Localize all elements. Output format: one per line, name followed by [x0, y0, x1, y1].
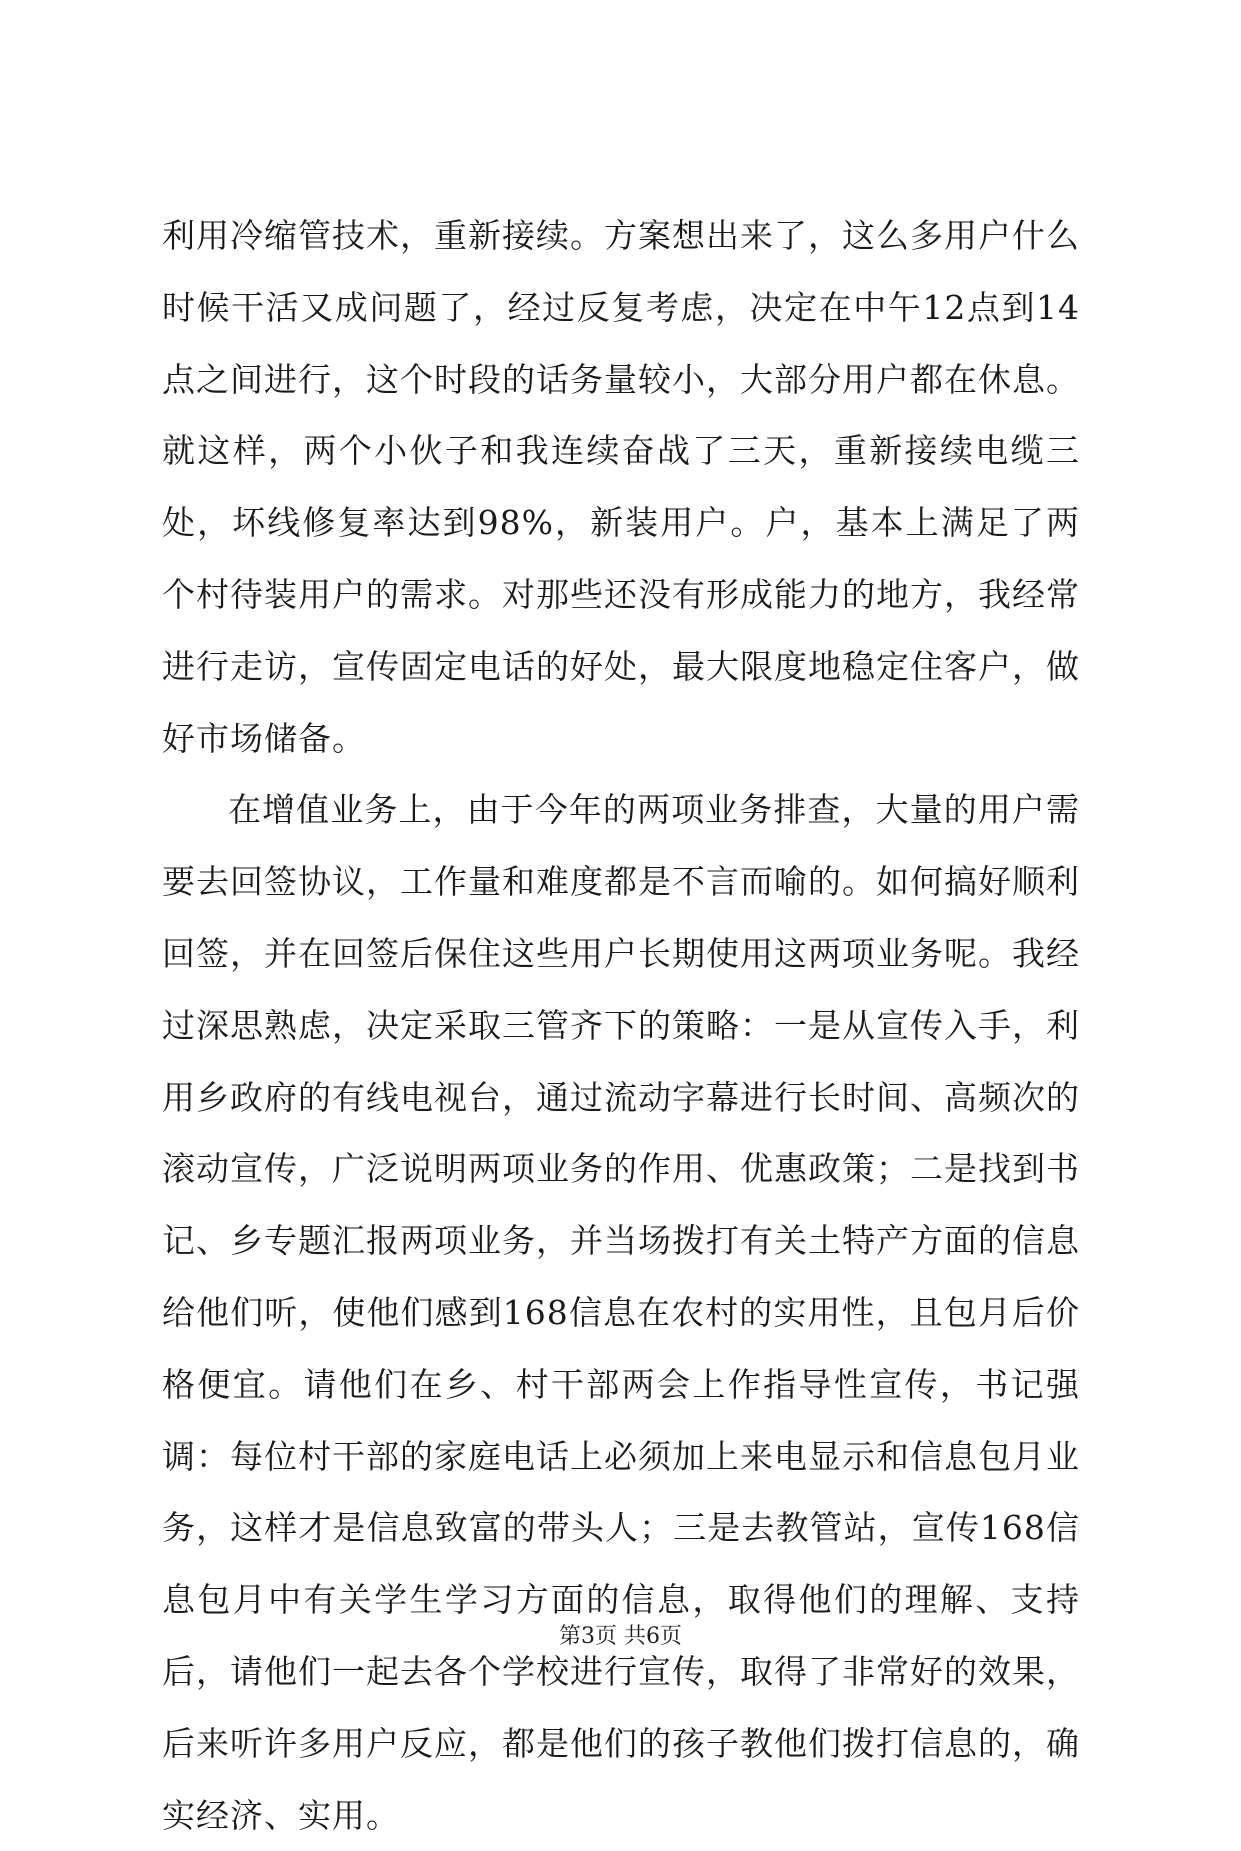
page-footer: [0, 1622, 1241, 1652]
page-indicator: 第3页 共6页: [559, 1624, 682, 1649]
paragraph-continuation: 利用冷缩管技术，重新接续。方案想出来了，这么多用户什么时候干活又成问题了，经过反复考虑，决定在中午12点到14点之间进行，这个时段的话务量较小，大部分用户都在休息。就这样，两个小伙子和我连续奋战了三天，重新接续电缆三处，坏线修复率达到98%，新装用户。户，基本上满足了两个村待装用户的需求。对那些还没有形成能力的地方，我经常进行走访，宣传固定电话的好处，最大限度地稳定住客户，做好市场储备。: [162, 216, 1080, 758]
paragraph-value-added-services: 在增值业务上，由于今年的两项业务排查，大量的用户需要去回签协议，工作量和难度都是不言而喻的。如何搞好顺利回签，并在回签后保住这些用户长期使用这两项业务呢。我经过深思熟虑，决定采取三管齐下的策略：一是从宣传入手，利用乡政府的有线电视台，通过流动字幕进行长时间、高频次的滚动宣传，广泛说明两项业务的作用、优惠政策；二是找到书记、乡专题汇报两项业务，并当场拨打有关土特产方面的信息给他们听，使他们感到168信息在农村的实用性，且包月后价格便宜。请他们在乡、村干部两会上作指导性宣传，书记强调：每位村干部的家庭电话上必须加上来电显示和信息包月业务，这样才是信息致富的带头人；三是去教管站，宣传168信息包月中有关学生学习方面的信息，取得他们的理解、支持后，请他们一起去各个学校进行宣传，取得了非常好的效果，后来听许多用户反应，都是他们的孩子教他们拨打信息的，确实经济、实用。: [162, 790, 1080, 1835]
document-body: [162, 200, 1080, 1851]
